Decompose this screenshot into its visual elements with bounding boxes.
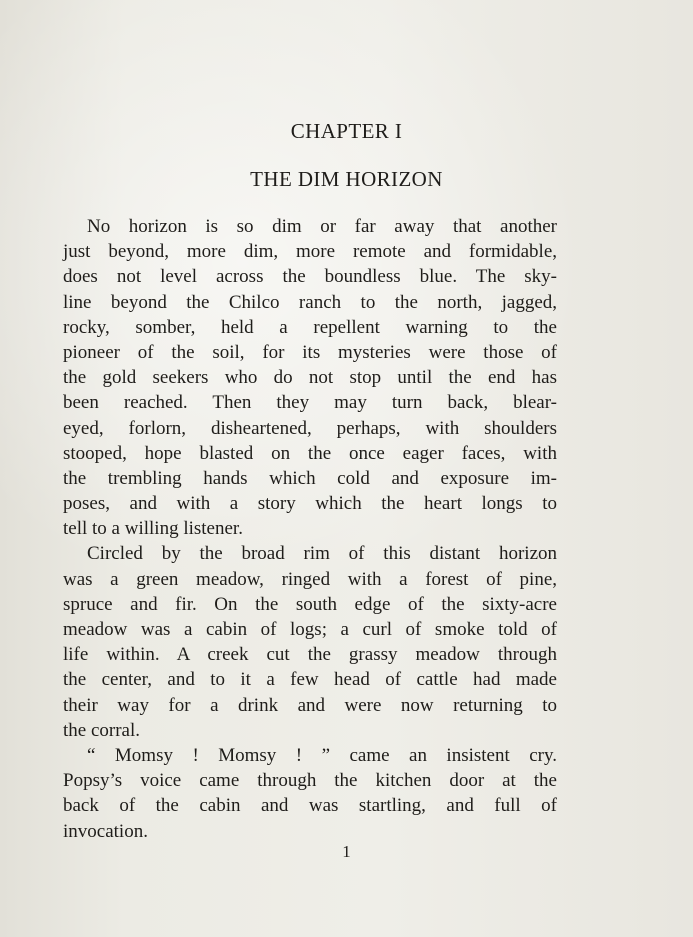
text-line: stooped, hope blasted on the once eager faces, with	[63, 442, 557, 464]
paragraph-2	[63, 541, 557, 743]
chapter-body	[63, 214, 557, 844]
text-line: their way for a drink and were now returning to	[63, 694, 557, 716]
text-line: invocation.	[63, 820, 148, 842]
text-line: the gold seekers who do not stop until the end has	[63, 367, 557, 389]
paragraph-3	[63, 743, 557, 844]
text-line: Circled by the broad rim of this distant horizon	[87, 543, 557, 565]
text-line: been reached. Then they may turn back, blear-	[63, 392, 557, 414]
chapter-title: THE DIM HORIZON	[250, 167, 443, 191]
text-line: does not level across the boundless blue. The sky-	[63, 266, 557, 288]
text-line: eyed, forlorn, disheartened, perhaps, with shoulders	[63, 417, 557, 439]
text-line: line beyond the Chilco ranch to the north, jagged,	[63, 291, 557, 313]
text-line: just beyond, more dim, more remote and formidable,	[63, 241, 557, 263]
text-line: spruce and fir. On the south edge of the sixty-acre	[63, 593, 557, 615]
text-line: rocky, somber, held a repellent warning to the	[63, 316, 557, 338]
text-line: poses, and with a story which the heart longs to	[63, 493, 557, 515]
text-line: the trembling hands which cold and exposure im-	[63, 467, 557, 489]
text-line: tell to a willing listener.	[63, 518, 243, 540]
page-number: 1	[342, 842, 351, 861]
text-line: was a green meadow, ringed with a forest of pine,	[63, 568, 557, 590]
text-line: life within. A creek cut the grassy meadow through	[63, 644, 557, 666]
text-line: “ Momsy ! Momsy ! ” came an insistent cry.	[87, 744, 557, 766]
text-line: pioneer of the soil, for its mysteries were those of	[63, 341, 557, 363]
text-line: back of the cabin and was startling, and full of	[63, 795, 557, 817]
chapter-number: CHAPTER I	[290, 119, 403, 143]
text-line: the center, and to it a few head of cattle had made	[63, 669, 557, 691]
text-line: meadow was a cabin of logs; a curl of smoke told of	[63, 619, 557, 640]
text-line: Popsy’s voice came through the kitchen door at the	[63, 770, 557, 792]
text-line: No horizon is so dim or far away that another	[87, 216, 557, 237]
text-line: the corral.	[63, 719, 141, 741]
paragraph-1	[63, 214, 557, 541]
